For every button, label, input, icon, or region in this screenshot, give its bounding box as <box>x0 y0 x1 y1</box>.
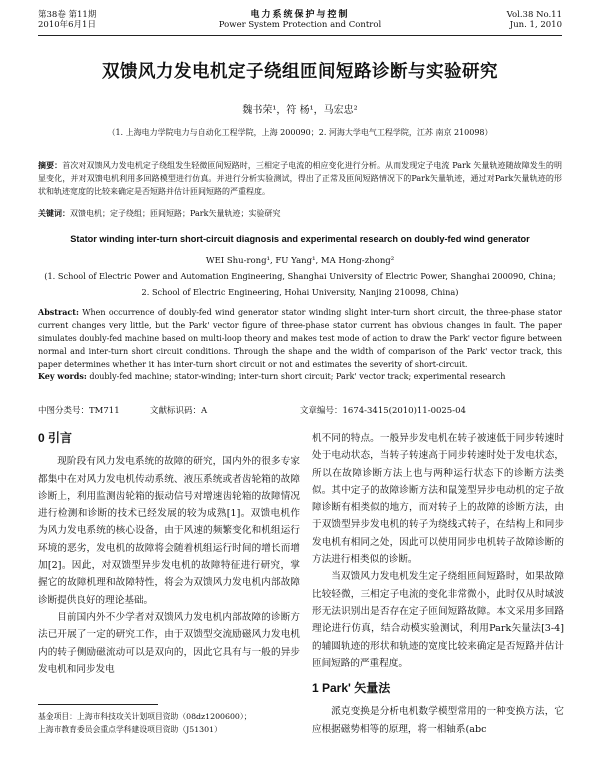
keywords-cn-text: 双馈电机；定子绕组；匝间短路；Park矢量轨迹；实验研究 <box>70 209 281 218</box>
affiliation-en-1: (1. School of Electric Power and Automation Engineering, Shanghai University of Electric Power, Shanghai 200090, China; <box>44 271 556 281</box>
abstract-en-label: Abstract: <box>38 307 79 317</box>
intro-continued-paragraph: 机不同的特点。一般异步发电机在转子被速低于同步转速时处于电动状态，当转子转速高于同步转速时处于发电状态，所以在故障诊断方法上也与两种运行状态下的诊断方法类似。其中定子的故障诊断方法和鼠笼型异步电动机的定子故障诊断有相类似的地方，而对转子上的故障的诊断方法，由于双馈型异步发电机的转子为绕线式转子，在结构上和同步发电机有相同之处，因此可以使用同步电机转子故障诊断的方法进行相类似的诊断。 <box>312 433 564 566</box>
journal-name-cn: 电力系统保护与控制 <box>250 10 350 20</box>
author-list-en: WEI Shu-rong¹, FU Yang¹, MA Hong-zhong² <box>205 256 395 266</box>
paper-title: 双馈风力发电机定子绕组匝间短路诊断与实验研究 <box>102 62 498 82</box>
abstract-en-text: When occurrence of doubly-fed wind generator stator winding slight inter-turn short circuit, the three-phase stator current changes very little, but the Park' vector figure of three-phase stator current has obvious changes in fault. The paper simulates doubly-fed machine based on multi-loop theory and makes test mode of action to draw the Park' vector figure between normal and inter-turn short circuit conditions. Through the shape and the width of comparison of the Park' vector track, this paper determines whether it has inter-turn short circuit or not and estimates the severity of short-circuit. <box>38 308 563 369</box>
journal-name <box>38 10 562 30</box>
body-column-left <box>38 430 300 678</box>
journal-name-en: Power System Protection and Control <box>218 20 382 30</box>
abstract-cn <box>38 159 562 198</box>
volume-info-en <box>507 10 562 30</box>
section-heading-intro: 0 引言 <box>38 431 73 445</box>
body-column-right <box>312 430 564 738</box>
intro-paragraph-2: 目前国内外不少学者对双馈风力发电机内部故障的诊断方法已开展了一定的研究工作，由于双馈型交流励磁风力发电机内的转子侧励磁流动可以是双向的，因此它具有与一般的异步发电机和同步发电 <box>38 611 300 675</box>
abstract-cn-label: 摘要： <box>38 160 63 170</box>
header-rule <box>38 35 562 36</box>
footnote <box>38 710 300 736</box>
volume-issue: 第38卷 第11期 <box>38 10 97 20</box>
document-code: 文献标识码：A <box>150 406 208 416</box>
issue-date: 2010年6月1日 <box>38 20 96 30</box>
park-paragraph-1: 派克变换是分析电机数学模型常用的一种变换方法，它应根据磁势相等的原理，将一相轴系(abc <box>312 706 564 735</box>
keywords-en-label: Key words: <box>38 371 87 381</box>
funding-line-2: 上海市教育委员会重点学科建设项目资助（J51301） <box>38 725 222 734</box>
running-header <box>38 10 562 34</box>
abstract-cn-text: 首次对双馈风力发电机定子绕组发生轻微匝间短路时，三相定子电流的相应变化进行分析。从而发现定子电流 Park 矢量轨迹随故障发生的明显变化，并对双馈电机利用多回路模型进行仿真。并进行分析实验测试，得出了正常及匝间短路情况下的Park矢量轨迹，通过对Park矢量轨迹的形状和轨迹宽度的比较来确定是否短路并估计匝间短路的严重程度。 <box>38 161 563 196</box>
affiliation: （1. 上海电力学院电力与自动化工程学院，上海 200090；2. 河海大学电气工程学院，江苏 南京 210098） <box>107 128 493 137</box>
issue-date-en: Jun. 1, 2010 <box>509 20 562 30</box>
funding-line-1: 基金项目：上海市科技攻关计划项目资助（08dz1200600）； <box>38 712 252 721</box>
section-heading-park: 1 Park' 矢量法 <box>312 681 391 696</box>
author-list: 魏书荣¹，符 杨¹，马宏忠² <box>242 105 358 116</box>
paper-title-en: Stator winding inter-turn short-circuit diagnosis and experimental research on doubly-fed wind generator <box>70 234 530 244</box>
affiliation-en-2: 2. School of Electric Engineering, Hohai University, Nanjing 210098, China) <box>141 287 459 297</box>
footnote-rule <box>38 704 158 705</box>
volume-issue-en: Vol.38 No.11 <box>506 10 562 20</box>
keywords-en-text: doubly-fed machine; stator-winding; inter-turn short circuit; Park' vector track; experimental research <box>89 372 506 381</box>
clc-number: 中图分类号：TM711 <box>38 406 120 416</box>
article-number: 文章编号：1674-3415(2010)11-0025-04 <box>300 406 466 416</box>
keywords-cn <box>38 208 562 219</box>
abstract-en <box>38 306 562 371</box>
intro-paragraph-1: 现阶段有风力发电系统的故障的研究，国内外的很多专家都集中在对风力发电机传动系统、液压系统或者齿轮箱的故障诊断上，利用监测齿轮箱的振动信号对增速齿轮箱的故障情况进行检测和诊断的技术已经发展的较为成熟[1]。双馈电机作为风力发电系统的核心设备，由于风速的频繁变化和机组运行环境的恶劣，发电机的故障将会随着机组运行时间的增长而增加[2]。因此，对双馈型异步发电机的故障特征进行研究，掌握它的故障机理和故障特性，将会为双馈风力发电机内部故障诊断提供良好的理论基础。 <box>38 456 300 606</box>
keywords-cn-label: 关键词： <box>38 208 70 218</box>
keywords-en <box>38 371 562 381</box>
intro-paragraph-3: 当双馈风力发电机发生定子绕组匝间短路时，如果故障比较轻微，三相定子电流的变化非常微小，此时仅从时域波形无法识别出是否存在定子匝间短路故障。本文采用多回路理论进行仿真，结合动模实验测试，利用Park矢量法[3-4]的辅圆轨迹的形状和轨迹的宽度比较来确定是否短路并估计匝间短路的严重程度。 <box>312 571 564 669</box>
